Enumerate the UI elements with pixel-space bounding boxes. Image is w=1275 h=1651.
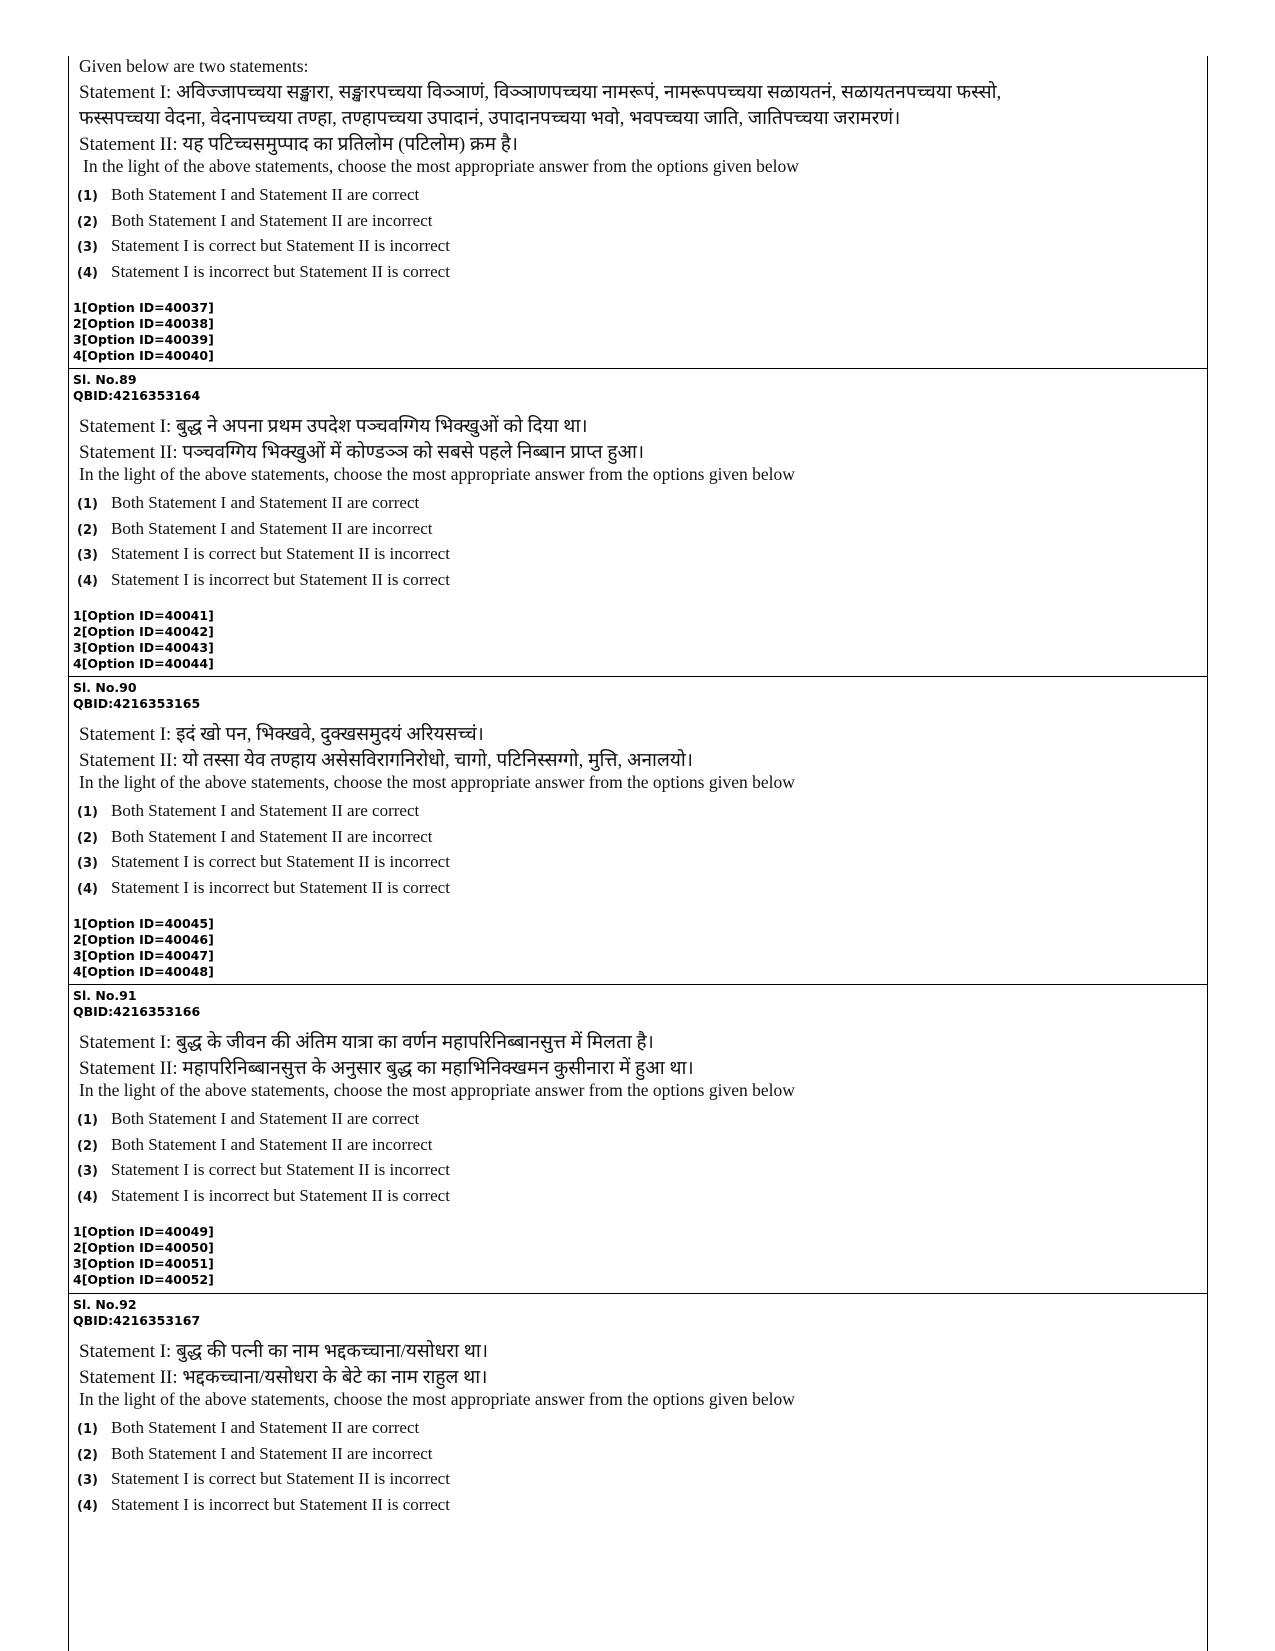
statement-2: Statement II: महापरिनिब्बानसुत्त के अनुसार बुद्ध का महाभिनिक्खमन कुसीनारा में हुआ था।: [79, 1058, 694, 1079]
statement-1: Statement I: इदं खो पन, भिक्खवे, दुक्खसमुदयं अरियसच्चं।: [79, 724, 484, 745]
question-prompt: In the light of the above statements, choose the most appropriate answer from the options given below: [79, 772, 795, 792]
qbid: QBID:4216353167: [73, 1313, 201, 1328]
statement-2: Statement II: पञ्चवग्गिय भिक्खुओं में कोण्डञ्ञ को सबसे पहले निब्बान प्राप्त हुआ।: [79, 442, 645, 463]
option-id-1: 1[Option ID=40037]: [73, 300, 214, 315]
option-id-4: 4[Option ID=40048]: [73, 964, 214, 979]
option-2: (2) Both Statement I and Statement II are incorrect: [77, 1444, 433, 1463]
option-id-1: 1[Option ID=40045]: [73, 916, 214, 931]
option-1: (1) Both Statement I and Statement II are correct: [77, 1418, 420, 1437]
option-id-2: 2[Option ID=40046]: [73, 932, 214, 947]
option-1: (1) Both Statement I and Statement II are correct: [77, 185, 420, 204]
option-id-2: 2[Option ID=40038]: [73, 316, 214, 331]
option-3: (3) Statement I is correct but Statement II is incorrect: [77, 1160, 450, 1179]
option-id-1: 1[Option ID=40041]: [73, 608, 214, 623]
statement-2: Statement II: भद्दकच्चाना/यसोधरा के बेटे का नाम राहुल था।: [79, 1367, 488, 1388]
option-2: (2) Both Statement I and Statement II are incorrect: [77, 211, 433, 230]
divider: [69, 984, 1207, 985]
statement-1-line-2: फस्सपच्चया वेदना, वेदनापच्चया तण्हा, तण्हापच्चया उपादानं, उपादानपच्चया भवो, भवपच्चया जाति, जातिपच्चया जरामरणं।: [79, 108, 901, 129]
option-id-2: 2[Option ID=40042]: [73, 624, 214, 639]
option-3: (3) Statement I is correct but Statement II is incorrect: [77, 1469, 450, 1488]
option-2: (2) Both Statement I and Statement II are incorrect: [77, 519, 433, 538]
serial-number: Sl. No.91: [73, 988, 137, 1003]
option-3: (3) Statement I is correct but Statement II is incorrect: [77, 236, 450, 255]
qbid: QBID:4216353166: [73, 1004, 201, 1019]
option-id-1: 1[Option ID=40049]: [73, 1224, 214, 1239]
option-1: (1) Both Statement I and Statement II are correct: [77, 1109, 420, 1128]
option-id-3: 3[Option ID=40043]: [73, 640, 214, 655]
option-4: (4) Statement I is incorrect but Statement II is correct: [77, 570, 450, 589]
option-id-3: 3[Option ID=40051]: [73, 1256, 214, 1271]
option-3: (3) Statement I is correct but Statement II is incorrect: [77, 852, 450, 871]
statement-2: Statement II: यह पटिच्चसमुप्पाद का प्रतिलोम (पटिलोम) क्रम है।: [79, 134, 518, 155]
option-4: (4) Statement I is incorrect but Statement II is correct: [77, 1495, 450, 1514]
statement-2: Statement II: यो तस्सा येव तण्हाय असेसविरागनिरोधो, चागो, पटिनिस्सग्गो, मुत्ति, अनालयो।: [79, 750, 694, 771]
question-sheet: [68, 56, 1208, 1651]
option-1: (1) Both Statement I and Statement II are correct: [77, 493, 420, 512]
statement-1: Statement I: बुद्ध के जीवन की अंतिम यात्रा का वर्णन महापरिनिब्बानसुत्त में मिलता है।: [79, 1032, 654, 1053]
question-prompt: In the light of the above statements, choose the most appropriate answer from the options given below: [79, 1389, 795, 1409]
statement-1-line-1: Statement I: अविज्जापच्चया सङ्खारा, सङ्खारपच्चया विञ्ञाणं, विञ्ञाणपच्चया नामरूपं, नामरूपपच्चया सळायतनं, सळायतनपच्चया फस्सो,: [79, 82, 1002, 103]
question-prompt: In the light of the above statements, choose the most appropriate answer from the options given below: [83, 156, 799, 176]
divider: [69, 368, 1207, 369]
option-4: (4) Statement I is incorrect but Statement II is correct: [77, 1186, 450, 1205]
option-id-4: 4[Option ID=40040]: [73, 348, 214, 363]
divider: [69, 676, 1207, 677]
qbid: QBID:4216353164: [73, 388, 201, 403]
option-id-4: 4[Option ID=40044]: [73, 656, 214, 671]
qbid: QBID:4216353165: [73, 696, 201, 711]
option-2: (2) Both Statement I and Statement II are incorrect: [77, 1135, 433, 1154]
serial-number: Sl. No.92: [73, 1297, 137, 1312]
question-prompt: In the light of the above statements, choose the most appropriate answer from the options given below: [79, 464, 795, 484]
option-4: (4) Statement I is incorrect but Statement II is correct: [77, 262, 450, 281]
option-id-2: 2[Option ID=40050]: [73, 1240, 214, 1255]
serial-number: Sl. No.89: [73, 372, 137, 387]
statement-1: Statement I: बुद्ध की पत्नी का नाम भद्दकच्चाना/यसोधरा था।: [79, 1341, 489, 1362]
intro-text: Given below are two statements:: [79, 56, 309, 76]
option-2: (2) Both Statement I and Statement II are incorrect: [77, 827, 433, 846]
statement-1: Statement I: बुद्ध ने अपना प्रथम उपदेश पञ्चवग्गिय भिक्खुओं को दिया था।: [79, 416, 588, 437]
option-4: (4) Statement I is incorrect but Statement II is correct: [77, 878, 450, 897]
serial-number: Sl. No.90: [73, 680, 137, 695]
option-1: (1) Both Statement I and Statement II are correct: [77, 801, 420, 820]
option-id-3: 3[Option ID=40039]: [73, 332, 214, 347]
divider: [69, 1293, 1207, 1294]
option-id-3: 3[Option ID=40047]: [73, 948, 214, 963]
option-3: (3) Statement I is correct but Statement II is incorrect: [77, 544, 450, 563]
question-prompt: In the light of the above statements, choose the most appropriate answer from the options given below: [79, 1080, 795, 1100]
option-id-4: 4[Option ID=40052]: [73, 1272, 214, 1287]
